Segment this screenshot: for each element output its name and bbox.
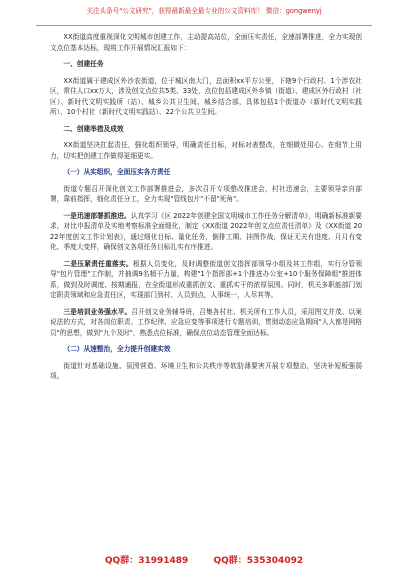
tasks-paragraph: XX街道属于建成区外沙农街道，位于城区南大门，总面积xx平方公里，下辖9个行政村、1个涉农社区，常住人口xx万人，涉及创文点位共5类、33处，点位包括建成区外乡镇（街道）、建成区外行政村（社区）、新时代文明实践所（站）、城乡公共卫生间、城乡结合部，具体包括1个街道办（新时代文明实践所）、10个村社（新时代文明实践站）、22个公共卫生间。 xyxy=(50,76,362,116)
point-two-paragraph xyxy=(50,259,362,301)
point-two-lead: 二是压紧责任重落实。 xyxy=(63,259,133,268)
measures-paragraph: XX街道坚决扛起责任，强化组织领导，明确责任目标，对标对表整改，在细微处用心、在细节上用力，切实把创建工作做得更细更实。 xyxy=(50,141,362,160)
subheading-rectification: （二）从速整治，全力提升创建实效 xyxy=(63,345,171,353)
rectification-paragraph: 街道针对基础设施、氛围营造、环境卫生和公共秩序等软肋薄要害开展专项整治，坚决补短板强弱项。 xyxy=(50,361,362,380)
header-divider xyxy=(36,25,372,26)
point-one-paragraph xyxy=(50,211,362,253)
header-banner: 关注头条号"公文研究"，获得最新最全最专业的公文资料库！ 微信：gongwenyj xyxy=(86,7,322,15)
document-body xyxy=(50,32,362,388)
intro-paragraph: XX街道高度重视深化文明城市创建工作，主动提高站位，全面压实责任，全速部署推进，全力实现创文点位基本达标，现将工作开展情况汇报如下： xyxy=(50,33,362,52)
section-heading-tasks: 一、创建任务 xyxy=(63,60,104,68)
point-two-body: 根据人员变化，及时调整街道创文指挥部领导小组及其工作组，实行分管领导"包片管理"工作制，并抽调9名精干力量，构建"1个指挥部+1个推进办公室+10个服务保障组"推进体系，做到及时调度、按期通报，在全街道形成重抓创文、重抓实干的浓厚氛围。同时，机关多职能部门划定职责领域和应急责任区，实现部门到村、人员到点，人事统一，人尽其等。 xyxy=(50,259,363,299)
subheading-organization: （一）从实组织，全面压实各方责任 xyxy=(63,168,171,176)
point-three-paragraph xyxy=(50,307,362,339)
footer-qq-group-1: QQ群：31991489 xyxy=(104,556,189,566)
section-heading-measures: 二、创建举措及成效 xyxy=(63,124,124,133)
organization-paragraph: 街道专题召开深化创文工作部署推进会，多次召开专项整改推进会，村社迅速会，主要领导亲自部署，靠前指挥，细化责任分工，全力实现"管线包片"不留"死角"。 xyxy=(50,184,362,203)
point-three-lead: 三是培训业务强水平。 xyxy=(63,307,132,316)
point-one-lead: 一是迅速部署抓推进。 xyxy=(63,211,131,220)
point-three-body: 召开创文业务辅导班，召集各村社、机关所有工作人员，采用图文并茂、以案说法的方式，对各岗位职责、工作纪律、应急应变等事项进行专题培训，贯彻动态应急期间"人人都是网格员"的思想，做到"九个及时"，熟悉点位标准，确保点位动态管理全面达标。 xyxy=(50,307,362,337)
point-one-body: 认真学习《区 2022年创建全国文明城市工作任务分解清单》，明确新标准新要求，对比申报清单及实地考察标准全面细化，制定《XX街道 2022年创文点位责任清单》及《XX街道 2022年度创文工作计划表》，通过细化目标、量化任务，倒排工期、挂图作战，保证无关有进度、月月有变化、季度大变样，确保创文各项任务目标扎实有序推进。 xyxy=(50,211,362,251)
footer-qq-group-2: QQ群：535304092 xyxy=(213,556,304,566)
footer-contact xyxy=(0,555,408,567)
